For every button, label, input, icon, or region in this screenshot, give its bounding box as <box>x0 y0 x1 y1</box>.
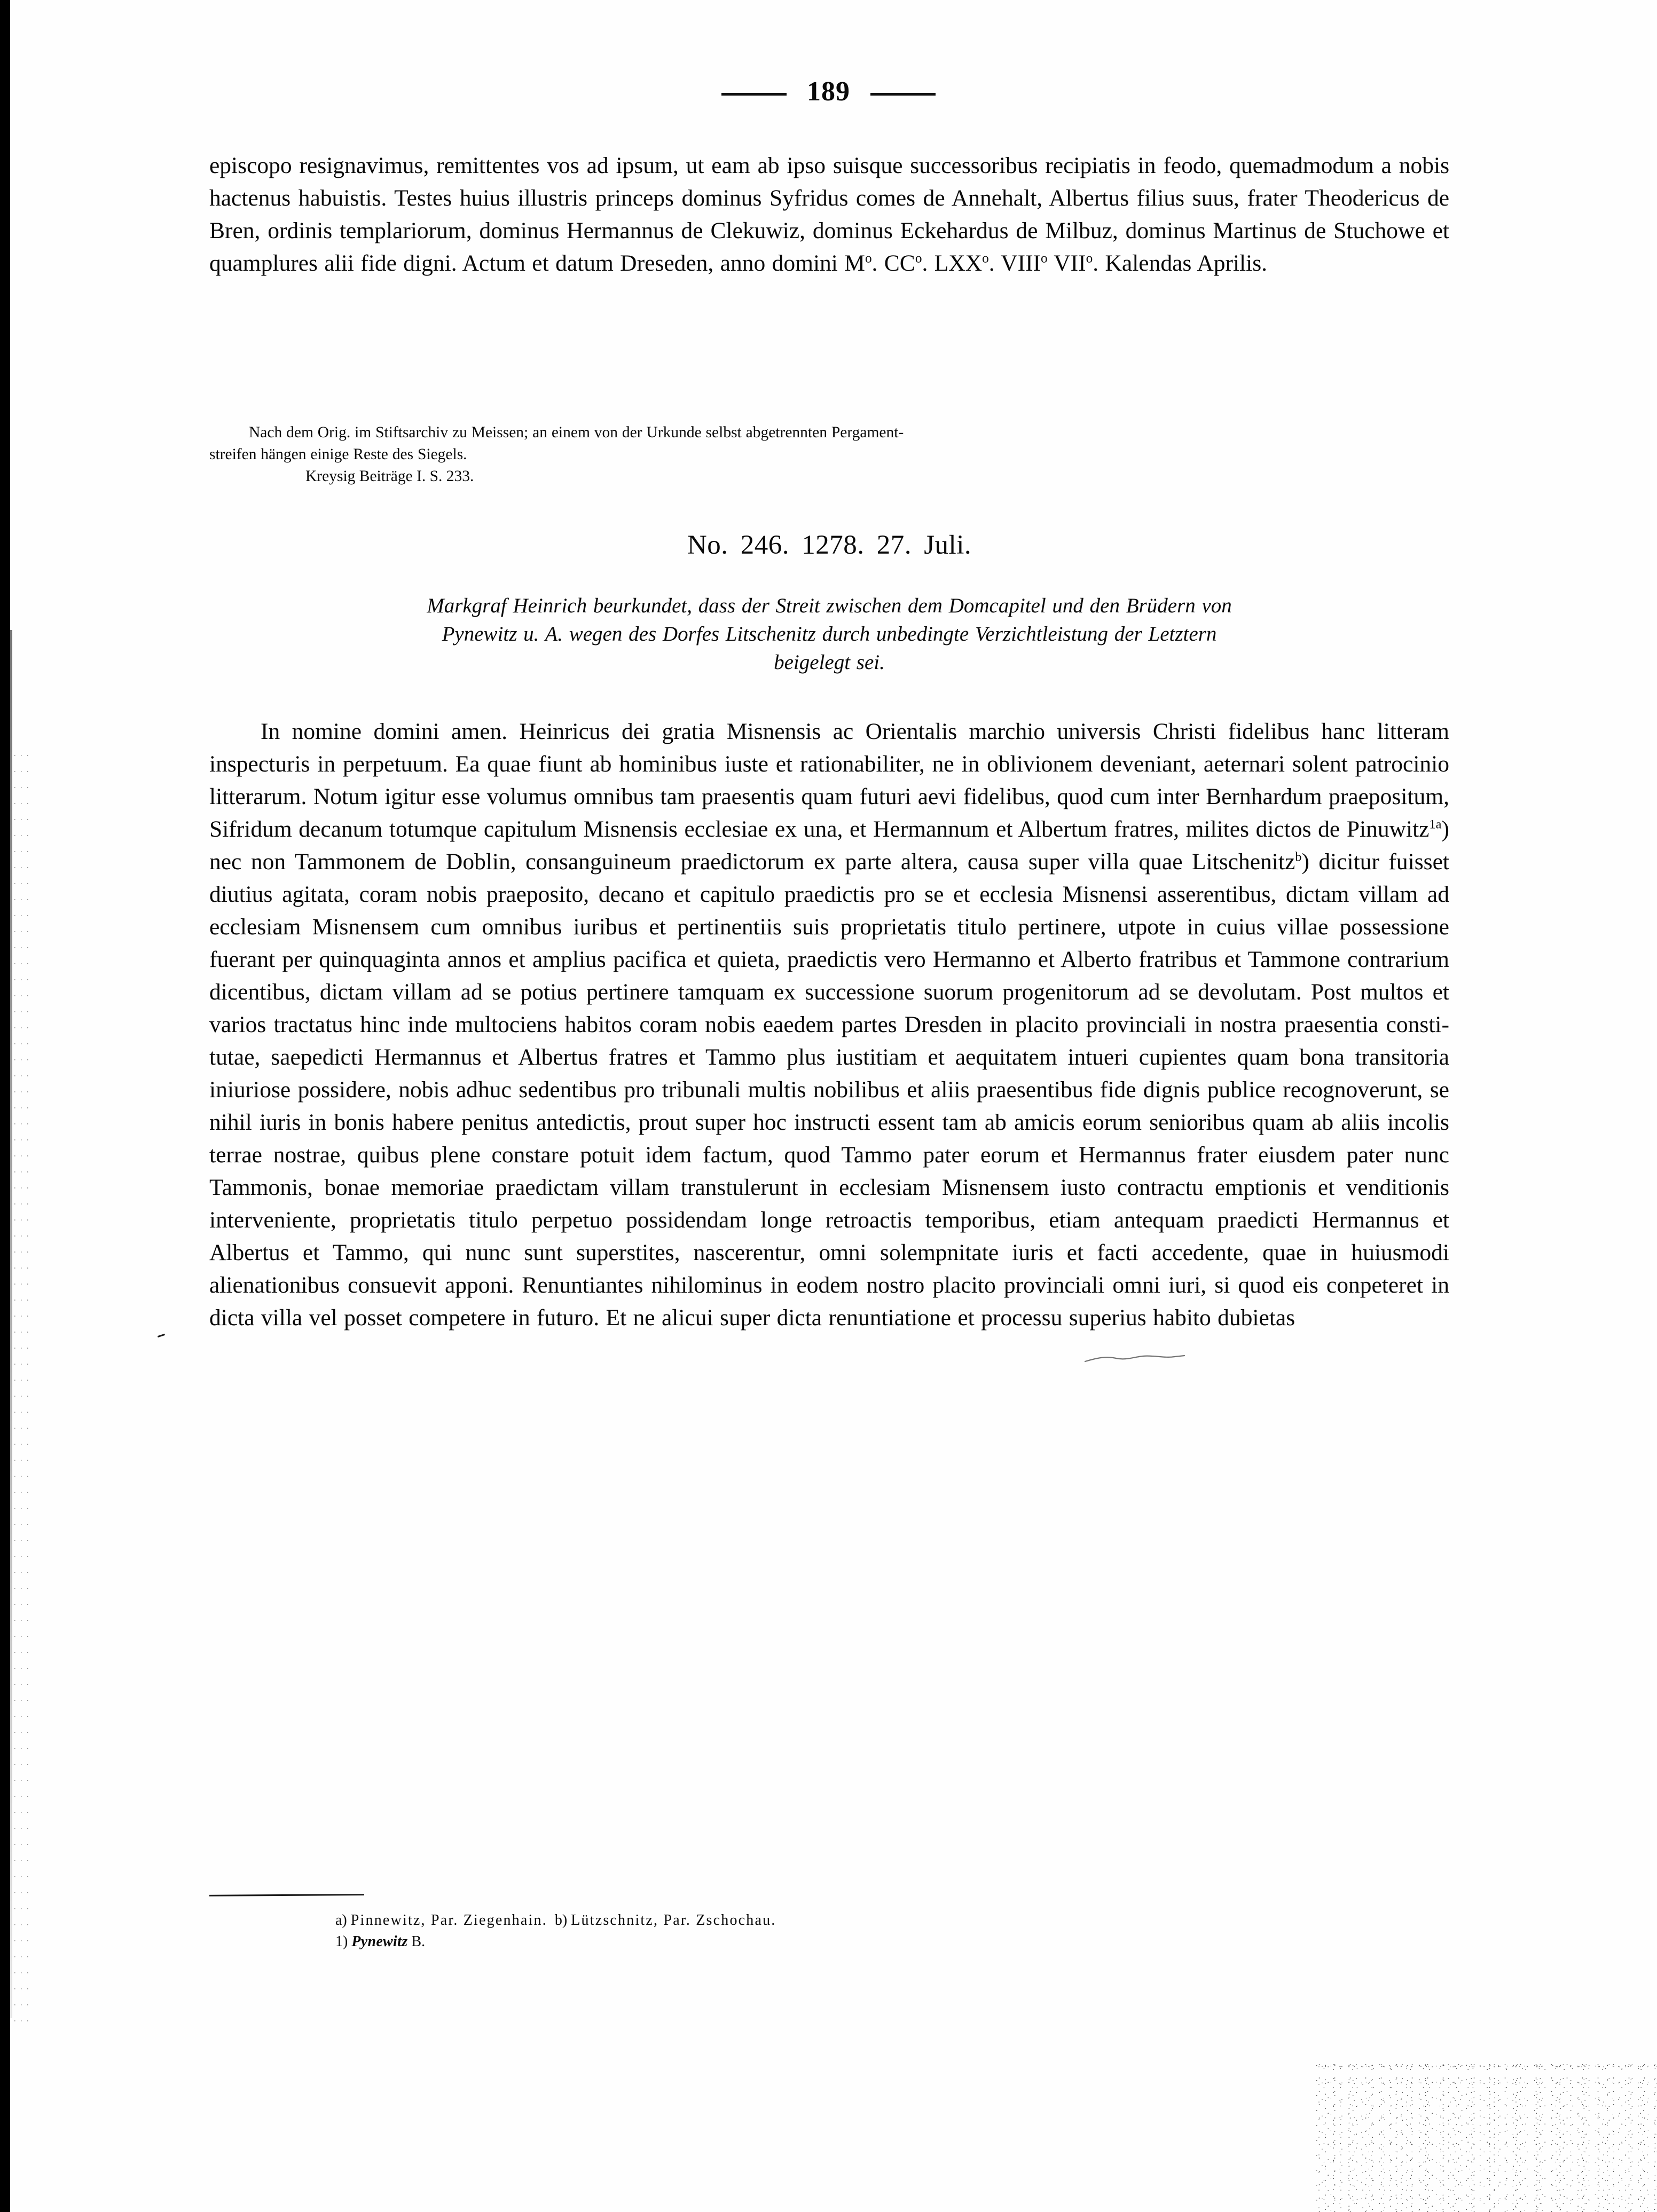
annotation-squiggle <box>1084 1355 1185 1364</box>
ordinal-mark-4: o <box>1041 251 1048 266</box>
charter-body-part-1: In nomine domini amen. Heinricus dei gratia Misnensis ac Orientalis marchio universis Christi fidelibus hanc litteram inspecturis in perpetuum. Ea quae fiunt ab hominibus iuste et rationabiliter, ne in oblivionem deveniant, aeternari solent patrocinio litterarum. Notum igitur esse volumus omnibus tam praesentis quam futuri aevi fidelibus, quod cum inter Bernhardum praepositum, Sifridum decanum totumque capitulum Misnensis ecclesiae ex una, et Hermannum et Albertum fratres, milites dictos de Pinuwitz <box>209 719 1449 842</box>
date-tail-5: . Kalendas Aprilis. <box>1093 250 1268 276</box>
footnote-1-tail: B. <box>411 1933 426 1950</box>
page-number: 189 <box>807 76 850 107</box>
continued-charter-body: episcopo resignavimus, remittentes vos ad ipsum, ut eam ab ipso suisque successoribus recipiatis in feodo, quemadmodum a nobis hactenus habuistis. Testes huius illustris princeps dominus Syfridus comes de Annehalt, Albertus filius suus, frater Theodericus de Bren, ordinis templariorum, dominus Hermannus de Clekuwiz, dominus Eckehardus de Milbuz, dominus Martinus de Stuchowe et quamplures alii fide digni. Actum et datum Dreseden, anno domini M <box>209 153 1449 276</box>
charter-regest <box>209 592 1449 676</box>
footnote-list <box>209 1910 1449 1953</box>
source-note-line-2: streifen hängen einige Reste des Siegels. <box>209 446 467 463</box>
footnote-1-marker: 1) <box>335 1933 348 1950</box>
ordinal-mark-1: o <box>865 251 872 266</box>
stray-pencil-mark <box>158 1334 165 1337</box>
footnote-a-text: Pinnewitz, Par. Ziegenhain. <box>350 1912 547 1928</box>
charter-body-block <box>209 715 1449 1334</box>
charter-body-part-3: ) dicitur fuisset diutius agitata, coram nobis praeposito, decano et capitulo praedictis pro se et ecclesia Misnensi asserentibus, dictam villam ad ecclesiam Misnensem cum omnibus iuribus et pertinentiis suis proprietatis titulo pertinere, utpote in cuius villae possessione fuerant per quinquaginta annos et amplius pacifica et quieta, praedictis vero Hermanno et Alberto fratribus et Tammone contrarium dicentibus, dictam villam ad se potius pertinere tamquam ex successione suorum progenitorum ad se devolutam. Post multos et varios tractatus hinc inde multociens habitos coram nobis eaedem partes Dresden in placito provinciali in nostra praesentia constitutae, saepedicti Hermannus et Albertus fratres et Tammo plus iustitiam et aequitatem intueri cupientes quam bona transitoria iniuriose possidere, nobis adhuc sedentibus pro tribunali multis nobilibus et aliis praesentibus fide dignis publice recognoverunt, se nihil iuris in bonis habere penitus antedictis, prout super hoc instructi essent tam ab amicis eorum senioribus quam ab aliis incolis terrae nostrae, quibus plene constare potuit idem factum, quod Tammo pater eorum et Hermannus frater eiusdem pater nunc Tammonis, bonae memoriae praedictam villam transtulerunt in ecclesiam Misnensem iusto contractu emptionis et venditionis interveniente, proprietatis titulo perpetuo possidendam longe retroactis temporibus, etiam antequam praedicti Hermannus et Albertus et Tammo, qui nunc sunt superstites, nascerentur, omni solempnitate iuris et facti accedente, quae in huiusmodi alienationibus consuevit apponi. Renuntiantes nihilominus in eodem nostro placito provinciali omni iuri, si quod eis conpeteret in dicta villa vel posset competere in futuro. Et ne alicui super dicta renuntiatione et processu superius habito dubietas <box>209 849 1450 1331</box>
source-note-line-1: Nach dem Orig. im Stiftsarchiv zu Meissen; an einem von der Urkunde selbst abgetrennten Pergament- <box>249 424 904 441</box>
charter-body-part-2: ) nec non Tammonem de Doblin, consanguineum praedictorum ex parte altera, causa super villa quae Litschenitz <box>209 816 1449 875</box>
scan-edge-gradient-artifact <box>10 630 12 2018</box>
charter-heading: No. 246. 1278. 27. Juli. <box>687 530 972 560</box>
header-rule-right <box>870 93 936 96</box>
footnote-ref-b[interactable]: b <box>1295 849 1302 864</box>
header-rule-left <box>721 93 787 96</box>
date-tail-4: VII <box>1047 250 1086 276</box>
footnote-block <box>209 1894 1449 1953</box>
regest-line-2: Pynewitz u. A. wegen des Dorfes Litschenitz durch unbedingte Verzichtleistung der Letztern <box>442 623 1217 646</box>
scan-speckle-left <box>12 747 28 2029</box>
footnote-separator-rule <box>209 1894 364 1896</box>
footnote-a-marker: a) <box>335 1912 347 1928</box>
ordinal-mark-2: o <box>915 251 922 266</box>
date-tail-2: . LXX <box>922 250 983 276</box>
footnote-line-numeric <box>335 1931 1449 1953</box>
scan-speckle-bottom-right <box>1315 2052 1657 2212</box>
source-note-line-3: Kreysig Beiträge I. S. 233. <box>305 468 474 485</box>
regest-line-3: beigelegt sei. <box>774 651 885 674</box>
date-tail-3: . VIII <box>988 250 1041 276</box>
scan-edge-artifact <box>0 0 10 2212</box>
footnote-b-text: Lützschnitz, Par. Zschochau. <box>571 1912 776 1928</box>
continued-charter-block <box>209 149 1449 280</box>
regest-line-1: Markgraf Heinrich beurkundet, dass der Streit zwischen dem Domcapitel und den Brüdern von <box>427 594 1232 617</box>
footnote-line-letters <box>335 1910 1449 1931</box>
charter-regest-block <box>209 592 1449 676</box>
page-header <box>0 76 1657 108</box>
footnote-b-marker: b) <box>554 1912 568 1928</box>
ordinal-mark-5: o <box>1086 251 1093 266</box>
footnote-1-variant: Pynewitz <box>351 1933 408 1950</box>
charter-heading-block <box>209 530 1449 561</box>
ordinal-mark-3: o <box>982 251 989 266</box>
continued-charter-text <box>209 149 1449 280</box>
source-note-block <box>209 422 1449 487</box>
charter-body-text <box>209 715 1449 1334</box>
date-tail-1: . CC <box>871 250 915 276</box>
footnote-ref-1a[interactable]: 1a <box>1429 817 1442 832</box>
